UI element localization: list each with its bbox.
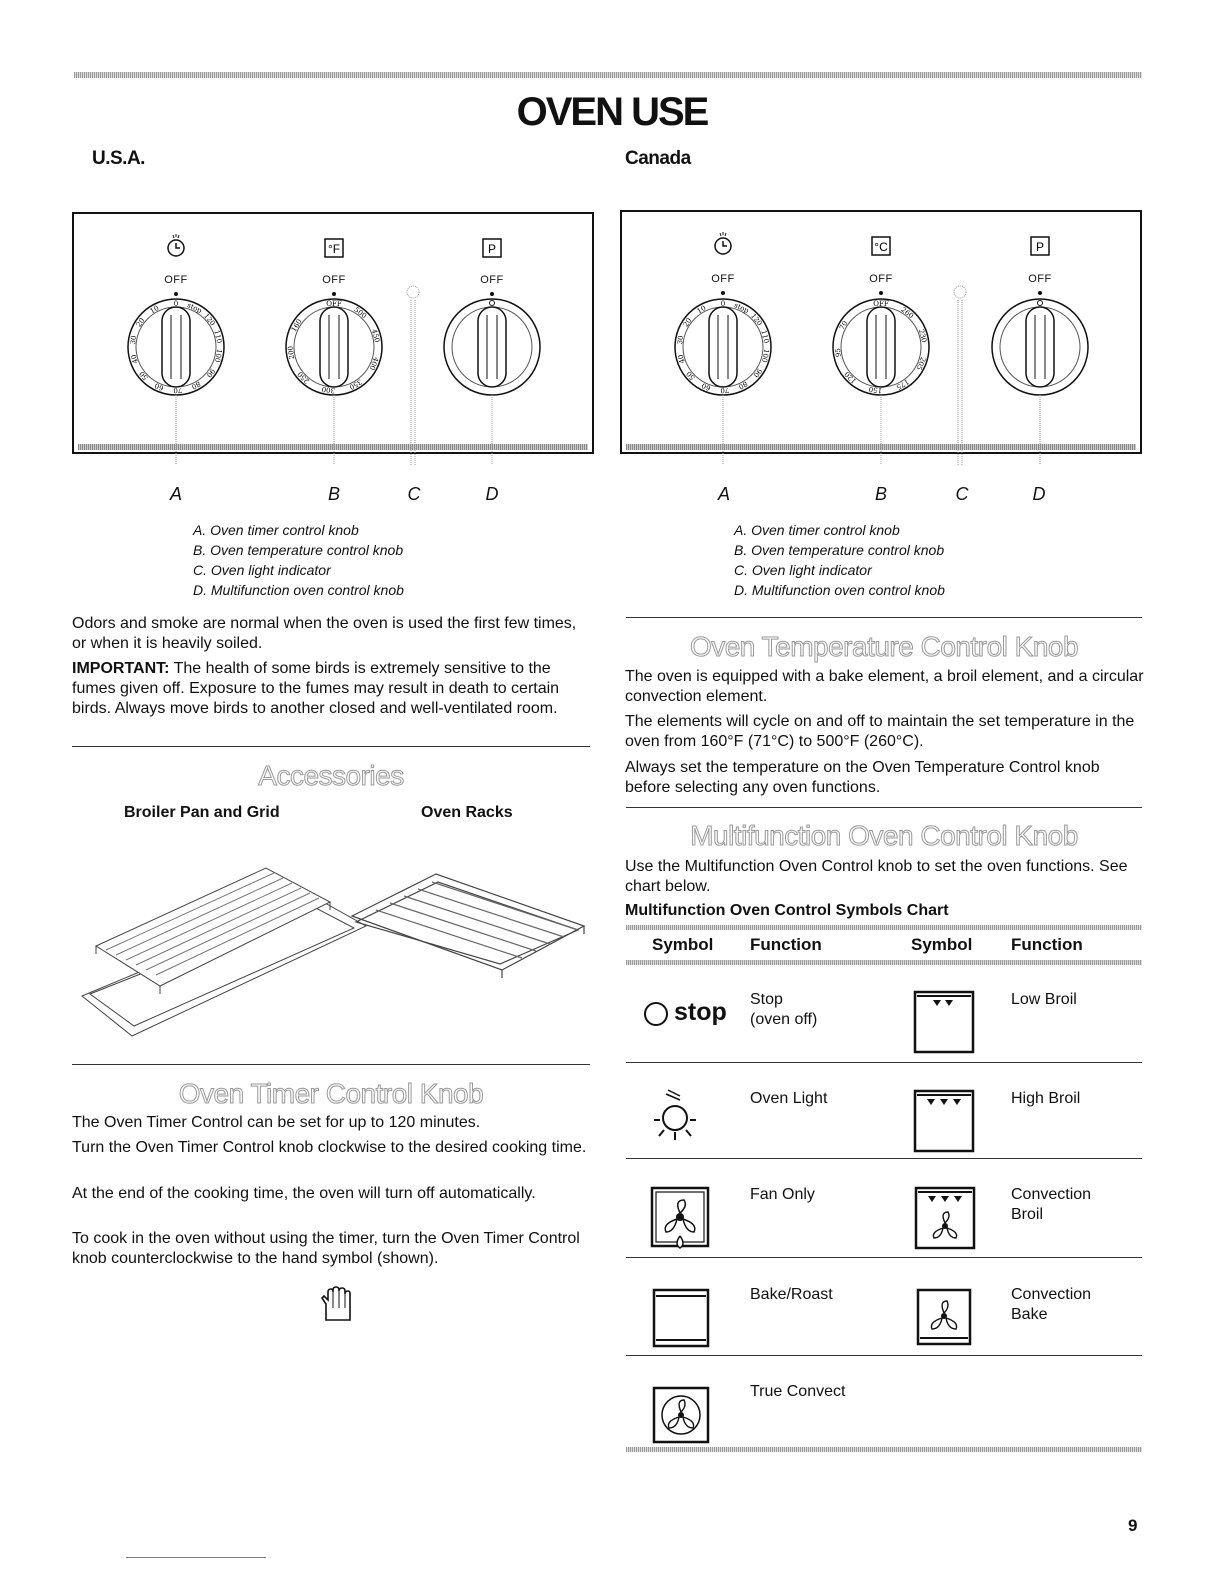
low-broil-icon xyxy=(913,990,975,1054)
important-paragraph: IMPORTANT: The health of some birds is extremely sensitive to the fumes given off. Exposure to the fumes may result in death to certain birds. Always move birds to another closed and well-ventilated room. xyxy=(72,660,560,717)
high-broil-icon xyxy=(913,1089,975,1153)
canada-label: Canada xyxy=(625,148,691,169)
knob-dial-mark: 120 xyxy=(201,312,217,328)
accessories-illustration xyxy=(76,846,596,1056)
knob-dial-mark: 205 xyxy=(914,355,928,372)
function-convection-bake: Convection Bake xyxy=(1011,1286,1092,1323)
temp-paragraph-2: The elements will cycle on and off to maintain the set temperature in the oven from 160°F (71°C) to 500°F (260°C). xyxy=(625,713,1135,750)
canada-panel-drawing xyxy=(620,210,1142,500)
usa-off-label-d: OFF xyxy=(480,274,504,286)
knob-dial-mark: 400 xyxy=(367,355,381,372)
function-low-broil: Low Broil xyxy=(1011,991,1077,1008)
function-convection-broil: Convection Broil xyxy=(1011,1186,1092,1223)
knob-dial-mark: stop xyxy=(732,301,751,315)
temp-unit-label: °C xyxy=(874,240,888,254)
knob-dial-mark: 0 xyxy=(173,300,179,308)
knob-dial-mark: 60 xyxy=(700,381,712,393)
knob-dial-mark: 120 xyxy=(843,369,859,385)
timer-paragraph-4: To cook in the oven without using the timer, turn the Oven Timer Control knob counterclockwise to the hand symbol (shown). xyxy=(72,1230,580,1267)
knob-dial-mark: 30 xyxy=(675,335,686,346)
function-bake-roast: Bake/Roast xyxy=(750,1286,833,1303)
knob-dial-mark: 500 xyxy=(352,305,368,321)
canada-letter-b: B xyxy=(874,484,887,504)
knob-dial-mark: 160 xyxy=(289,317,304,334)
knob-dial-mark: OFF xyxy=(873,300,889,308)
broiler-pan-image xyxy=(82,868,366,1036)
timer-icon xyxy=(168,234,184,256)
col-header-symbol-1: Symbol xyxy=(652,935,714,954)
multifunction-icon xyxy=(1031,237,1049,255)
knob-dial-mark: 50 xyxy=(684,369,697,382)
canada-off-label-a: OFF xyxy=(711,273,735,285)
convection-broil-icon xyxy=(914,1186,976,1250)
usa-multifunction-knob xyxy=(444,299,540,465)
knob-dial-mark: stop xyxy=(185,301,204,315)
knob-dial-mark: 70 xyxy=(838,319,850,332)
knob-dial-mark: 60 xyxy=(153,381,165,393)
timer-paragraph-2: Turn the Oven Timer Control knob clockwise to the desired cooking time. xyxy=(72,1139,587,1156)
canada-off-label-d: OFF xyxy=(1028,273,1052,285)
usa-letter-b: B xyxy=(327,484,340,504)
knob-dial-mark: 20 xyxy=(681,316,694,329)
broiler-pan-label: Broiler Pan and Grid xyxy=(124,804,280,821)
temp-section-heading: Oven Temperature Control Knob xyxy=(689,631,1079,662)
true-convect-icon xyxy=(652,1386,712,1446)
knob-dial-mark: 175 xyxy=(894,377,911,392)
top-rule xyxy=(74,72,1142,78)
knob-dial-mark: 110 xyxy=(759,329,771,345)
canada-letter-c: C xyxy=(955,484,969,504)
knob-dial-mark: 350 xyxy=(347,377,364,392)
canada-letter-a: A xyxy=(717,484,730,504)
footer-line xyxy=(126,1557,266,1558)
function-fan-only: Fan Only xyxy=(750,1186,815,1203)
knob-dial-mark: 90 xyxy=(204,366,217,379)
oven-rack-image xyxy=(352,874,584,978)
usa-off-label-a: OFF xyxy=(164,274,188,286)
knob-dial-mark: 250 xyxy=(296,369,312,385)
canada-letter-d: D xyxy=(1032,484,1046,504)
knob-dial-mark: 90 xyxy=(751,366,764,379)
knob-dial-mark: 300 xyxy=(321,384,336,395)
knob-dial-mark: 40 xyxy=(129,353,140,365)
col-header-symbol-2: Symbol xyxy=(911,935,973,954)
accessories-heading: Accessories xyxy=(258,760,404,791)
knob-dial-mark: 50 xyxy=(137,369,150,382)
knob-dial-mark: 80 xyxy=(190,379,202,391)
function-true-convect: True Convect xyxy=(750,1383,846,1400)
multifunction-icon xyxy=(483,239,501,257)
usa-off-label-b: OFF xyxy=(322,274,346,286)
function-high-broil: High Broil xyxy=(1011,1090,1081,1107)
usa-letter-c: C xyxy=(407,484,421,504)
multifunction-section-heading: Multifunction Oven Control Knob xyxy=(690,820,1078,851)
knob-dial-mark: 450 xyxy=(369,328,382,344)
usa-letter-d: D xyxy=(485,484,499,504)
knob-dial-mark: 40 xyxy=(676,353,687,365)
knob-dial-mark: 120 xyxy=(748,312,764,328)
knob-dial-mark: 10 xyxy=(148,304,161,316)
bake-roast-icon xyxy=(652,1288,710,1350)
knob-dial-mark: 10 xyxy=(695,304,708,316)
function-stop: Stop (oven off) xyxy=(750,991,818,1028)
knob-dial-mark: 150 xyxy=(868,384,883,395)
usa-captions: A. Oven timer control knob B. Oven temperature control knob C. Oven light indicator D. Multifunction oven control knob xyxy=(193,522,404,598)
canada-captions: A. Oven timer control knob B. Oven temperature control knob C. Oven light indicator D. Multifunction oven control knob xyxy=(734,522,945,598)
knob-dial-mark: 100 xyxy=(212,348,224,363)
convection-bake-icon xyxy=(916,1288,972,1348)
temp-unit-label: °F xyxy=(327,242,341,256)
canada-light-indicator xyxy=(954,286,966,465)
knob-dial-mark: 100 xyxy=(759,348,771,363)
usa-letter-a: A xyxy=(169,484,182,504)
oven-light-icon xyxy=(648,1082,708,1152)
col-header-function-1: Function xyxy=(750,935,822,954)
circle-icon xyxy=(642,1000,672,1030)
stop-symbol: stop xyxy=(642,998,742,1034)
timer-paragraph-3: At the end of the cooking time, the oven will turn off automatically. xyxy=(72,1185,536,1202)
knob-dial-mark: 95 xyxy=(833,347,843,358)
symbols-chart-title: Multifunction Oven Control Symbols Chart xyxy=(625,902,949,919)
knob-dial-mark: OFF xyxy=(326,300,342,308)
knob-dial-mark: 110 xyxy=(212,329,224,345)
celsius-icon xyxy=(872,237,890,255)
knob-dial-mark: 230 xyxy=(916,328,929,344)
knob-dial-mark: 20 xyxy=(134,316,147,329)
usa-label: U.S.A. xyxy=(92,148,145,169)
multifunction-paragraph: Use the Multifunction Oven Control knob to set the oven functions. See chart below. xyxy=(625,858,1128,895)
canada-multifunction-knob xyxy=(992,299,1088,465)
hand-icon xyxy=(318,1286,354,1326)
timer-section-heading: Oven Timer Control Knob xyxy=(178,1078,484,1109)
col-header-function-2: Function xyxy=(1011,935,1083,954)
function-oven-light: Oven Light xyxy=(750,1090,828,1107)
knob-dial-mark: 30 xyxy=(128,335,139,346)
temp-paragraph-1: The oven is equipped with a bake element, a broil element, and a circular convection element. xyxy=(625,668,1144,705)
usa-panel-drawing xyxy=(72,212,594,502)
knob-dial-mark: 70 xyxy=(720,385,730,395)
timer-paragraph-1: The Oven Timer Control can be set for up to 120 minutes. xyxy=(72,1114,481,1131)
knob-dial-mark: 80 xyxy=(737,379,749,391)
oven-racks-label: Oven Racks xyxy=(421,804,513,821)
canada-off-label-b: OFF xyxy=(869,273,893,285)
knob-dial-mark: 200 xyxy=(286,345,297,360)
usa-light-indicator xyxy=(407,286,419,465)
temp-paragraph-3: Always set the temperature on the Oven Temperature Control knob before selecting any oven functions. xyxy=(625,759,1100,796)
multifunction-letter: P xyxy=(1035,240,1045,254)
page-number: 9 xyxy=(1128,1516,1138,1535)
intro-paragraph: Odors and smoke are normal when the oven is used the first few times, or when it is heavily soiled. xyxy=(72,615,577,652)
knob-dial-mark: 260 xyxy=(899,305,915,321)
page-title: OVEN USE xyxy=(516,90,708,134)
knob-dial-mark: 70 xyxy=(173,385,183,395)
timer-icon xyxy=(715,232,731,254)
knob-dial-mark: 0 xyxy=(720,300,726,308)
fan-only-icon xyxy=(650,1186,712,1252)
multifunction-letter: P xyxy=(487,242,497,256)
fahrenheit-icon xyxy=(325,239,343,257)
